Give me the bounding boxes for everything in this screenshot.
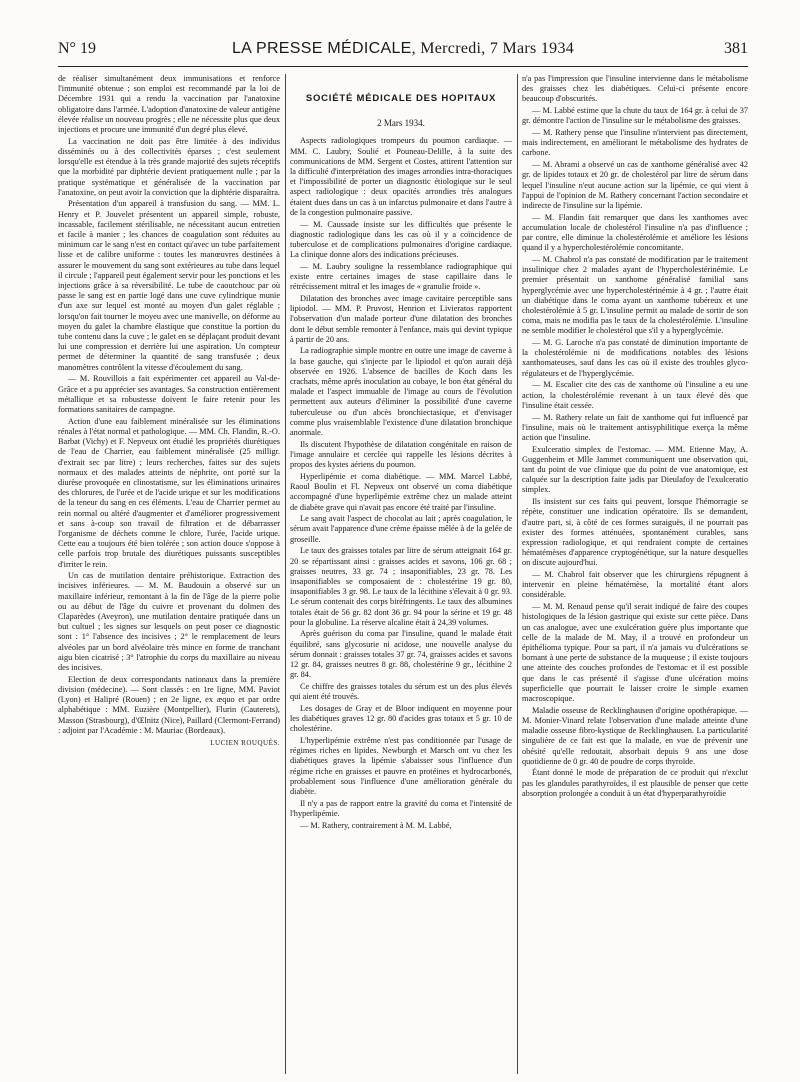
paragraph: n'a pas l'impression que l'insuline intervienne dans le métabolisme des graisses chez les diabétiques. Celui-ci présente encore beaucoup d'obscurités. [522, 74, 748, 104]
page-header [58, 40, 748, 64]
paragraph: Maladie osseuse de Recklinghausen d'origine opothérapique. — M. Monier-Vinard relate l'observation d'une malade atteinte d'une maladie osseuse fibro-kystique de Recklinghausen. La particularité singulière de ce fait est que la malade, en vue de prévenir une obésité qu'elle redoutait, absorbait depuis 9 ans une dose quotidienne de 0 gr. 40 de poudre de corps thyroïde. [522, 705, 748, 766]
paragraph: — M. Caussade insiste sur les difficultés que présente le diagnostic radiologique dans les cas où il y a coïncidence de tuberculose et de complications pulmonaires d'origine cardiaque. La clinique donne alors des indications précieuses. [290, 219, 512, 260]
session-date: 2 Mars 1934. [377, 118, 425, 129]
paragraph: Le sang avait l'aspect de chocolat au lait ; après coagulation, le sérum avait l'apparence d'une crème épaisse mêlée à de la gelée de groseille. [290, 514, 512, 544]
paragraph: — M. Rathery, contrairement à M. M. Labbé, [300, 820, 452, 830]
paragraph: — M. G. Laroche n'a pas constaté de diminution importante de la cholestérolémie ni de modifications notables des lésions xanthomateuses, sauf dans les cas où il existe des troubles glyco-régulateurs et de l'hyperglycémie. [522, 338, 748, 378]
paragraph: Hyperlipémie et coma diabétique. — MM. Marcel Labbé, Raoul Boulin et Fl. Nepveux ont observé un coma diabétique accompagné d'une hyperlipémie extrême chez un malade atteint de diabète grave qui n'avait pas encore été traité par l'insuline. [290, 471, 512, 512]
issue-date: , Mercredi, 7 Mars 1934 [411, 40, 575, 57]
paragraph: — M. Laubry souligne la ressemblance radiographique qui existe entre certaines images de stase capillaire dans le rétrécissement mitral et les images de « granulie froide ». [290, 261, 512, 292]
header-rule [58, 66, 748, 67]
paragraph: — M. Abrami a observé un cas de xanthome généralisé avec 42 gr. de lipides totaux et 20 gr. de cholestérol par litre de sérum dans lequel l'insuline n'eut aucune action sur la lipémie, ce qui vient à l'appui de l'opinion de M. Rathery concernant l'action secondaire et indirecte de l'insuline sur la lipémie. [522, 160, 748, 210]
paragraph: Après guérison du coma par l'insuline, quand le malade était équilibré, sans glycosurie ni acidose, une nouvelle analyse du sérum donnait : graisses totales 37 gr. 74, graisses acides et savons 12 gr. 84, graisses neutres 8 gr. 88, cholestérine 9 gr., lécithine 2 gr. 84. [290, 629, 512, 680]
paragraph: Ils insistent sur ces faits qui peuvent, lorsque l'hémorragie se répète, constituer une indication opératoire. Ils se demandent, d'autre part, si, à côté de ces formes suraiguës, il ne pourrait pas exister des formes atténuées, spontanément curables, sans expression radiologique, et qui rendraient compte de certaines hématémèses d'apparence cryptogénétique, sur la nature desquelles on discute aujourd'hui. [522, 497, 748, 568]
paragraph: Présentation d'un appareil à transfusion du sang. — MM. L. Henry et P. Jouvelet présentent un appareil simple, robuste, incassable, facilement stérilisable, ne nécessitant aucun entretien et facile à manier ; les chances de coagulation sont réduites au minimum car le sang n'est en contact qu'avec un tube parfaitement lisse et de calibre uniforme : toutes les manœuvres destinées à assurer le mouvement du sang sont extérieures au tube dans lequel il circule ; l'appareil peut également servir pour les ponctions et les injections grâce à sa réversibilité. Le tube de caoutchouc par où passe le sang est en partie logé dans une cuve cylindrique munie d'un axe sur lequel est monté au moyen d'un galet réglable ; lorsqu'on fait tourner le moyeu avec une manivelle, on déforme au moyen du galet la chambre élastique que constitue la portion du tube contenu dans la cuve ; le galet en se déplaçant produit devant lui une compression et derrière lui une aspiration. Un compteur permet de déterminer la quantité de sang transfusée ; deux manomètres contrôlent la vitesse d'écoulement du sang. [58, 199, 280, 372]
paragraph: de réaliser simultanément deux immunisations et renforce l'immunité obtenue ; son emploi est recommandé par la loi de Décembre 1931 qui a rendu la vaccination par l'anatoxine obligatoire dans l'armée. L'adoption d'anatoxine de valeur antigène élevée réalise un nouveau progrès ; elle ne nécessite plus que deux injections et procure une immunité d'un degré plus élevé. [58, 74, 280, 135]
column-2 [290, 74, 512, 1074]
paragraph: — M. Labbé estime que la chute du taux de 164 gr. à celui de 37 gr. démontre l'action de l'insuline sur le métabolisme des graisses. [522, 106, 748, 126]
column-divider [517, 74, 518, 1074]
paragraph: Exulceratio simplex de l'estomac. — MM. Etienne May, A. Guggenheim et Mlle Jammet communiquent une observation qui, tant du point de vue clinique que du point de vue anatomique, est calquée sur la description faite jadis par Dieulafoy de l'exulceratio simplex. [522, 444, 748, 495]
paragraph: L'hyperlipémie extrême n'est pas conditionnée par l'usage de régimes riches en lipides. Newburgh et Marsch ont vu chez les diabétiques graves la lipémie s'abaisser sous l'influence d'un régime riche en graisses et pauvre en protéines et hydrocarbonés, probablement sous l'influence d'une amélioration générale du diabète. [290, 735, 512, 796]
paragraph: — M. Rathery pense que l'insuline n'intervient pas directement, mais indirectement, en améliorant le métabolisme des hydrates de carbone. [522, 128, 748, 158]
column-3 [522, 74, 748, 1074]
paragraph: Action d'une eau faiblement minéralisée sur les éliminations rénales à l'état normal et pathologique. — MM. Ch. Flandin, R.-O. Barbat (Vichy) et F. Nepveux ont étudié les propriétés diurétiques de l'eau de Charrier, eau faiblement minéralisée (25 milligr. d'extrait sec par litre) ; leurs recherches, faites sur des sujets normaux et des malades atteints de néphrite, ont porté sur la diurèse provoquée en clinostatisme, sur les éliminations urinaires des chlorures, de l'urée et de l'acide urique et sur les modifications de la teneur du sang en ces éléments. L'eau de Charrier permet au rein normal ou altéré d'augmenter et d'améliorer progressivement et sans à-coup son travail de filtration et de débarrasser l'organisme de déchets comme le chlore, l'urée, l'acide urique. Cette eau a toujours été bien tolérée ; son action douce s'oppose à celle parfois trop brutale des diurétiques puissants susceptibles d'irriter le rein. [58, 416, 280, 569]
issue-number: N° 19 [58, 40, 96, 57]
paragraph: — M. Rathery relate un fait de xanthome qui fut influencé par l'insuline, mais où le traitement antisyphilitique exerça la même action que l'insuline. [522, 412, 748, 442]
paragraph: Dilatation des bronches avec image cavitaire perceptible sans lipiodol. — MM. P. Pruvost, Henrion et Livieratos rapportent l'observation d'un malade porteur d'une dilatation des bronches dont le début semble remonter à l'enfance, mais qui devint typique à partir de 20 ans. [290, 293, 512, 344]
column-divider [285, 74, 286, 1074]
society-heading: SOCIÉTÉ MÉDICALE DES HOPITAUX [305, 93, 497, 104]
author-signature: LUCIEN ROUQUÈS. [210, 739, 280, 747]
paragraph: — M. Chabrol fait observer que les chirurgiens répugnent à intervenir en pleine hématémèse, la mortalité étant alors considérable. [522, 570, 748, 600]
paragraph: Aspects radiologiques trompeurs du poumon cardiaque. — MM. C. Laubry, Soulié et Pouneau-Delille, à la suite des communications de MM. Sergent et Costes, attirent l'attention sur la difficulté d'interprétation des images arrondies intra-thoraciques et l'impossibilité de porter un diagnostic étiologique sur le seul aspect radiologique : deux opacités arrondies très analogues étaient dues dans un cas à un infarctus pulmonaire et dans l'autre à de la congestion pulmonaire passive. [290, 136, 512, 217]
paragraph: — M. Flandin fait remarquer que dans les xanthomes avec accumulation locale de cholestérol l'insuline n'a pas d'influence ; par contre, elle diminue la cholestérolémie et améliore les lésions quand il y a hypercholestérolémie concomitante. [522, 212, 748, 253]
page-number: 381 [724, 40, 748, 57]
paragraph: — M. Chabrol n'a pas constaté de modification par le traitement insulinique chez 2 malades ayant de l'hypercholestérinémie. Le premier présentait un xanthome généralisé familial sans hyperglycémie avec une hypercholestérinémie à 4 gr. ; l'autre était un diabétique dans le coma ayant un xanthome tubéreux et une cholestérolémie à 5 gr. L'insuline permit au malade de sortir de son coma, mais ne modifia pas le taux de la cholestérolémie. L'insuline ne semble modifier le cholestérol que s'il y a hyperglycémie. [522, 254, 748, 336]
paragraph: Le taux des graisses totales par litre de sérum atteignait 164 gr. 20 se répartissant ainsi : graisses acides et savons, 106 gr. 68 ; graisses neutres, 33 gr. 74 ; insaponifiables, 23 gr. 78. Les insaponifiables se composaient de : cholestérine 19 gr. 80, insaponifiables 3 gr. 98. Le taux de la lécithine s'élevait à 0 gr. 93. Le sérum contenait des corps biréfringents. Le taux des albumines totales était de 56 gr. 82 dont 36 gr. 94 pour la sérine et 19 gr. 48 pour la globuline. La réserve alcaline était à 24,39 volumes. [290, 546, 512, 627]
paragraph: — M. M. Renaud pense qu'il serait indiqué de faire des coupes histologiques de la lésion gastrique qui existe sur cette pièce. Dans un cas analogue, avec une exulcération guère plus importante que celle de la malade de M. May, il a trouvé en profondeur un épithélioma typique. Pour sa part, il n'a jamais vu d'ulcérations se bornant à une perte de substance de la muqueuse ; il existe toujours une atteinte des couches profondes de l'estomac et il est possible que dans le cas présenté il s'agisse d'une ulcération moins superficielle que pourrait le laisser croire le simple examen macroscopique. [522, 602, 748, 703]
paragraph: — M. Rouvillois a fait expérimenter cet appareil au Val-de-Grâce et a pu apprécier ses avantages. Sa construction entièrement métallique et sa robustesse doivent le faire retenir pour les formations sanitaires de campagne. [58, 374, 280, 414]
paragraph: Election de deux correspondants nationaux dans la première division (médecine). — Sont classés : en 1re ligne, MM. Paviot (Lyon) et Halipré (Rouen) ; en 2e ligne, ex æquo et par ordre alphabétique : MM. Euzière (Montpellier), Flurin (Cauterets), Masson (Strasbourg), d'Œlnitz (Nice), Paillard (Clermont-Ferrand) : adjoint par l'Académie : M. Mauriac (Bordeaux). [58, 674, 280, 735]
paragraph: Étant donné le mode de préparation de ce produit qui n'exclut pas les glandules parathyroïdes, il est plausible de penser que cette absorption prolongée a conduit à un état d'hyperparathyroïdie [522, 768, 748, 798]
paragraph: Ce chiffre des graisses totales du sérum est un des plus élevés qui aient été trouvés. [290, 681, 512, 702]
journal-title-line [58, 40, 748, 58]
paragraph: Un cas de mutilation dentaire préhistorique. Extraction des incisives inférieures. — M. M. Baudouin a observé sur un maxillaire inférieur, remontant à la fin de l'âge de la pierre polie ou au début de l'âge du cuivre et provenant du dolmen des Claparèdes (Aveyron), une mutilation dentaire pratiquée dans un but cultuel ; les signes sur lesquels on peut poser ce diagnostic sont : 1° l'absence des incisives ; 2° le remplacement de leurs alvéoles par un bord alvéolaire très mince en forme de tranchant aigu bien cicatrisé ; 3° l'atrophie du corps du maxillaire au niveau des incisives. [58, 571, 280, 673]
paragraph: Les dosages de Gray et de Bloor indiquent en moyenne pour les diabétiques graves 12 gr. 80 d'acides gras totaux et 5 gr. 10 de cholestérine. [290, 703, 512, 734]
paragraph: Ils discutent l'hypothèse de dilatation congénitale en raison de l'image annulaire et cerclée qui rappelle les lésions décrites à propos des kystes aériens du poumon. [290, 439, 512, 470]
paragraph: Il n'y a pas de rapport entre la gravité du coma et l'intensité de l'hyperlipémie. [290, 798, 512, 818]
journal-title: LA PRESSE MÉDICALE [231, 40, 412, 57]
paragraph: La radiographie simple montre en outre une image de caverne à la base gauche, qui s'injecte par le lipiodol et qu'on aurait déjà observée en 1926. L'absence de bacilles de Koch dans les crachats, même après inoculation au cobaye, le bon état général du malade et l'aspect immuable de l'image au cours de l'évolution permettent aux auteurs d'éliminer la possibilité d'une caverne tuberculeuse ou d'un abcès bronchiectasique, et d'envisager comme plus vraisemblable l'existence d'une dilatation bronchique anormale. [290, 346, 512, 438]
column-1 [58, 74, 280, 1074]
paragraph: — M. Escalier cite des cas de xanthome où l'insuline a eu une action, la cholestérolémie revenant à un taux élevé dès que l'insuline était cessée. [522, 380, 748, 410]
paragraph: La vaccination ne doit pas être limitée à des individus disséminés ou à des collectivités éparses ; c'est seulement lorsqu'elle est étendue à la très grande majorité des sujets réceptifs que la morbidité par diphtérie devient pratiquement nulle ; par la pratique systématique et généralisée de la vaccination par l'anatoxine, on peut avoir la conviction que la diphtérie disparaîtra. [58, 136, 280, 197]
